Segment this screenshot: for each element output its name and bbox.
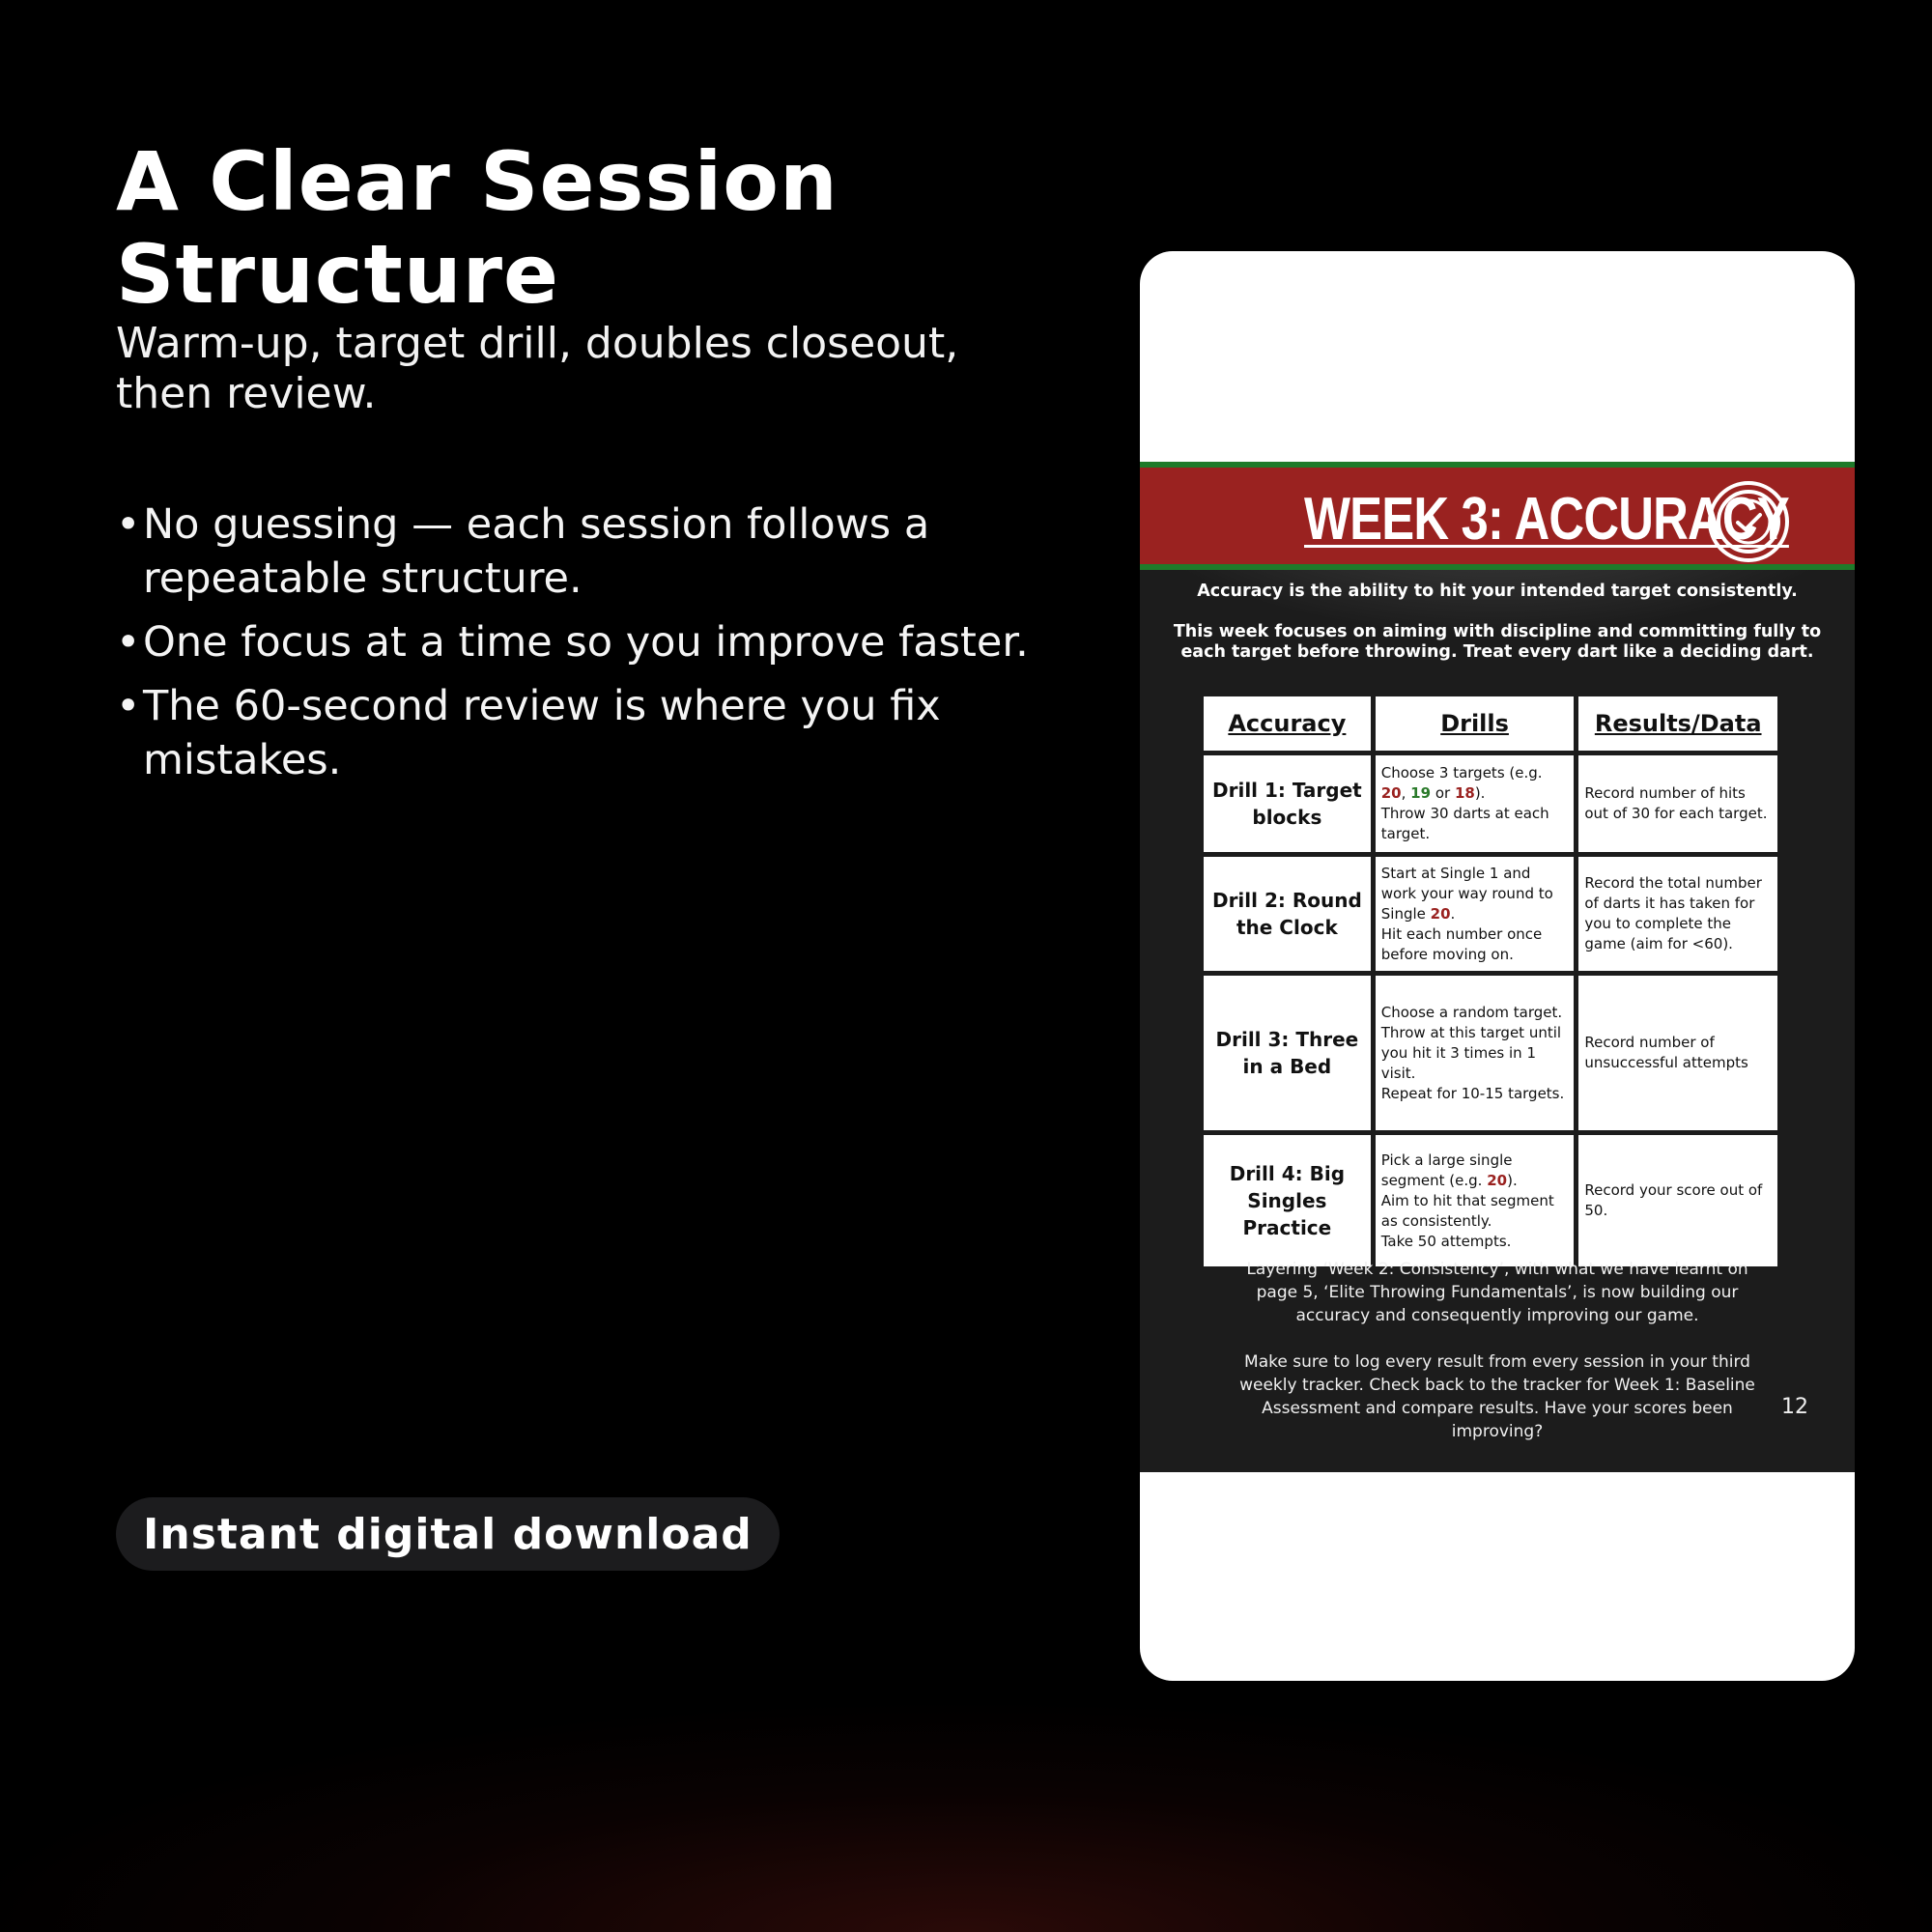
drill-description — [1376, 976, 1575, 1130]
desc-text: Throw at this target until you hit it 3 times in 1 visit. — [1380, 1023, 1562, 1082]
intro-text: Accuracy is the ability to hit your intended target consistently. — [1197, 582, 1798, 601]
feature-list — [116, 497, 1043, 797]
desc-text: Hit each number once before moving on. — [1380, 924, 1543, 963]
desc-sep: , — [1401, 784, 1411, 802]
desc-text: Aim to hit that segment as consistently. — [1380, 1191, 1554, 1230]
target-number: 20 — [1380, 784, 1402, 802]
column-header-results: Results/Data — [1578, 696, 1777, 751]
feature-item — [116, 679, 1043, 787]
desc-sep: or — [1431, 784, 1455, 802]
desc-text: Repeat for 10-15 targets. — [1380, 1084, 1565, 1102]
drill-name: Drill 4: Big Singles Practice — [1204, 1135, 1371, 1266]
drill-description — [1376, 755, 1575, 852]
outro-text: Layering ‘Week 2: Consistency’, with what we have learnt on page 5, ‘Elite Throwing Fundamentals’, is now building our accuracy and consequently improving our game. — [1246, 1260, 1748, 1325]
column-header-accuracy: Accuracy — [1204, 696, 1371, 751]
desc-text: Take 50 attempts. — [1380, 1232, 1512, 1250]
desc-text: Pick a large single segment (e.g. — [1380, 1151, 1513, 1189]
target-check-icon — [1706, 479, 1791, 564]
drill-description — [1376, 857, 1575, 971]
subtitle: Warm-up, target drill, doubles closeout, then review. — [116, 319, 959, 418]
cta-label: Instant digital download — [143, 1509, 753, 1559]
drill-description — [1376, 1135, 1575, 1266]
target-number: 18 — [1454, 784, 1475, 802]
tracker-note-text: Make sure to log every result from every session in your third weekly tracker. Check back to the tracker for Week 1: Baseline Assessment and compare results. Have your scores been improving? — [1239, 1352, 1755, 1441]
table-row — [1204, 857, 1777, 971]
preview-page — [1140, 462, 1855, 1472]
product-preview-card — [1140, 251, 1855, 1681]
desc-text: ). — [1507, 1171, 1518, 1189]
drill-result: Record number of unsuccessful attempts — [1578, 976, 1777, 1130]
drill-result: Record the total number of darts it has taken for you to complete the game (aim for <60). — [1578, 857, 1777, 971]
intro-detail-text: This week focuses on aiming with discipline and committing fully to each target before throwing. Treat every dart like a deciding dart. — [1173, 622, 1822, 662]
feature-text: The 60-second review is where you fix mistakes. — [143, 682, 941, 784]
banner-title: WEEK 3: ACCURACY — [1304, 486, 1789, 553]
desc-text: Start at Single 1 and work your way round to Single — [1380, 864, 1553, 923]
feature-item — [116, 497, 1043, 606]
drill-name: Drill 3: Three in a Bed — [1204, 976, 1371, 1130]
bullet-icon: • — [116, 500, 141, 549]
table-header-row — [1204, 696, 1777, 751]
feature-text: One focus at a time so you improve faster. — [143, 618, 1029, 667]
desc-text: Choose 3 targets (e.g. — [1380, 764, 1543, 781]
column-header-drills: Drills — [1376, 696, 1575, 751]
bullet-icon: • — [116, 618, 141, 667]
drills-table — [1199, 692, 1782, 1271]
target-number: 20 — [1487, 1171, 1508, 1189]
table-row — [1204, 1135, 1777, 1266]
drill-result: Record number of hits out of 30 for each target. — [1578, 755, 1777, 852]
desc-text: Throw 30 darts at each target. — [1380, 805, 1549, 842]
target-number: 20 — [1430, 904, 1451, 923]
feature-text: No guessing — each session follows a repeatable structure. — [143, 500, 930, 603]
desc-text: . — [1450, 904, 1456, 923]
instant-download-badge — [116, 1497, 780, 1571]
week-banner — [1140, 462, 1855, 570]
drill-name: Drill 2: Round the Clock — [1204, 857, 1371, 971]
feature-item — [116, 615, 1043, 669]
table-row — [1204, 976, 1777, 1130]
desc-text: Choose a random target. — [1380, 1003, 1563, 1021]
bullet-icon: • — [116, 682, 141, 730]
table-row — [1204, 755, 1777, 852]
page-number: 12 — [1781, 1395, 1808, 1419]
drill-result: Record your score out of 50. — [1578, 1135, 1777, 1266]
desc-text: ). — [1474, 784, 1486, 802]
drill-name: Drill 1: Target blocks — [1204, 755, 1371, 852]
target-number: 19 — [1410, 784, 1432, 802]
headline: A Clear Session Structure — [116, 134, 838, 322]
